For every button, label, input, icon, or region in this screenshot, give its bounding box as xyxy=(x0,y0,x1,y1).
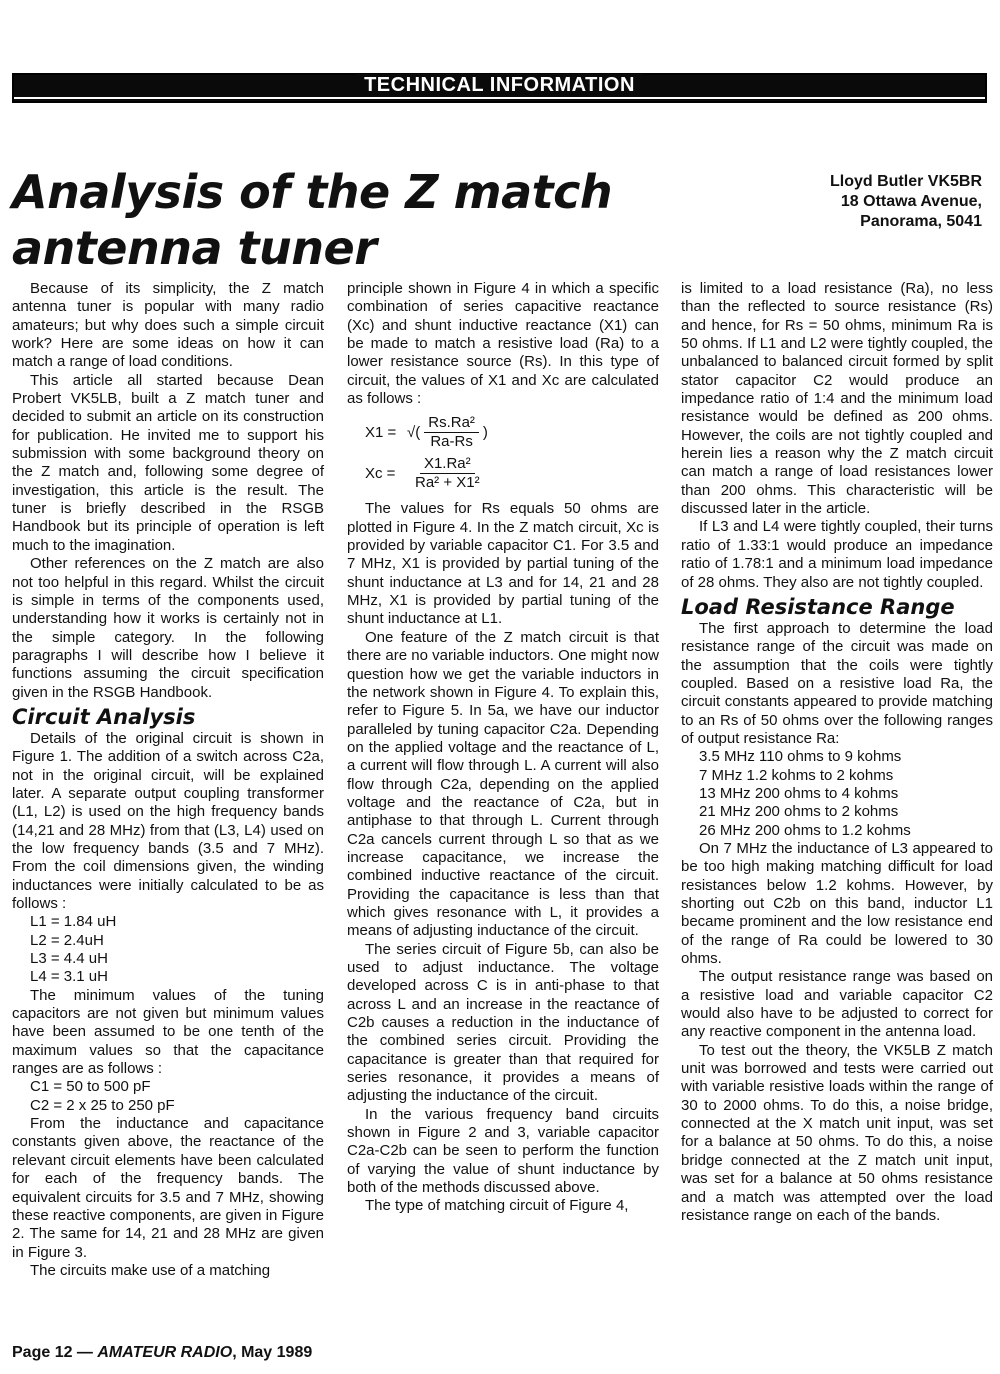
issue-date: , May 1989 xyxy=(232,1344,313,1361)
inductance-list xyxy=(12,913,324,986)
banner-rule xyxy=(14,97,985,99)
column-3 xyxy=(681,280,993,1225)
list-item: C2 = 2 x 25 to 250 pF xyxy=(30,1096,175,1114)
denominator: Ra² + X1² xyxy=(415,474,480,492)
list-item: L4 = 3.1 uH xyxy=(30,968,108,986)
author-city: Panorama, 5041 xyxy=(860,213,982,230)
section-title: TECHNICAL INFORMATION xyxy=(356,74,643,96)
list-item: L3 = 4.4 uH xyxy=(30,950,108,968)
formula-x1 xyxy=(365,414,659,451)
list-item: 26 MHz 200 ohms to 1.2 kohms xyxy=(699,821,911,839)
numerator: X1.Ra² xyxy=(420,455,475,474)
paragraph: From the inductance and capacitance constants given above, the reactance of the relevant circuit elements have been calculated for each of the frequency bands. The equivalent circuits for 3.5 and 7 MHz, showing these reactive components, are given in Figure 2. The same for 14, 21 and 28 MHz are given in Figure 3. xyxy=(12,1115,324,1261)
paragraph: The minimum values of the tuning capacitors are not given but minimum values have been assumed to be one tenth of the maximum values so that the capacitance ranges are as follows : xyxy=(12,986,324,1078)
formula-xc xyxy=(365,455,659,492)
article-title xyxy=(12,164,652,276)
close-paren: ) xyxy=(482,423,488,441)
paragraph: Details of the original circuit is shown in Figure 1. The addition of a switch across C2a, not in the original circuit, will be explained later. A separate output coupling transformer (L1, L2) is used on the high frequency bands (14,21 and 28 MHz) from that (L3, L4) used on the low frequency bands (3.5 and 7 MHz). From the coil dimensions given, the winding inductances were initially calculated to be as follows : xyxy=(12,729,324,912)
title-line-2: antenna tuner xyxy=(12,221,377,275)
column-2 xyxy=(347,280,659,1216)
author-street: 18 Ottawa Avenue, xyxy=(840,193,982,210)
ranges-list xyxy=(681,748,993,840)
author-block xyxy=(830,172,982,232)
capacitance-list xyxy=(12,1078,324,1115)
list-item: L1 = 1.84 uH xyxy=(30,913,117,931)
title-line-1: Analysis of the Z match xyxy=(12,165,613,219)
fraction xyxy=(424,414,479,451)
paragraph: On 7 MHz the inductance of L3 appeared to be too high making matching difficult for load resistances below 1.2 kohms. However, by shorting out C2b on this band, inductor L1 became prominent and the low resistance end of the range of Ra could be lowered to 30 ohms. xyxy=(681,839,993,968)
denominator: Ra-Rs xyxy=(430,433,473,451)
paragraph: The series circuit of Figure 5b, can also be used to adjust inductance. The voltage developed across C is in anti-phase to that across L and an increase in the reactance of C2b causes a reduction in the inductance of the combined series circuit. Providing the capacitance is greater than that required for series resonance, it provides a means of adjusting the inductance of the circuit. xyxy=(347,940,659,1105)
numerator: Rs.Ra² xyxy=(424,414,479,433)
column-1 xyxy=(12,280,324,1280)
paragraph: Other references on the Z match are also not too helpful in this regard. Whilst the circuit is simple in terms of the components used, understanding how it works is certainly not in the simple category. In the following paragraphs I will describe how I believe it functions assuming the circuit specification given in the RSGB Handbook. xyxy=(12,555,324,701)
formula-label: Xc = xyxy=(365,464,396,482)
list-item: 7 MHz 1.2 kohms to 2 kohms xyxy=(699,766,894,784)
paragraph: Because of its simplicity, the Z match antenna tuner is popular with many radio amateurs; but why does such a simple circuit work? Here are some ideas on how it can match a range of load conditions. xyxy=(12,280,324,371)
paragraph: is limited to a load resistance (Ra), no less than the reflected to source resistance (Rs) and hence, for Rs = 50 ohms, minimum Ra is 50 ohms. If L1 and L2 were tightly coupled, the unbalanced to balanced circuit formed by split stator capacitor C2 would produce an impedance ratio of 1:4 and the minimum load resistance would be defined as 200 ohms. However, the coils are not tightly coupled and herein lies a reason why the Z match circuit can match a range of load resistances lower than 200 ohms. This characteristic will be discussed later in the article. xyxy=(681,280,993,518)
list-item: 13 MHz 200 ohms to 4 kohms xyxy=(699,784,899,802)
paragraph: The circuits make use of a matching xyxy=(30,1261,271,1279)
fraction xyxy=(411,455,484,492)
list-item: C1 = 50 to 500 pF xyxy=(30,1078,151,1096)
paragraph: The values for Rs equals 50 ohms are plotted in Figure 4. In the Z match circuit, Xc is provided by variable capacitor C1. For 3.5 and 7 MHz, X1 is provided by partial tuning of the shunt inductance at L3 and for 14, 21 and 28 MHz, X1 is provided by partial tuning of the shunt inductance at L1. xyxy=(347,500,659,628)
section-banner xyxy=(12,73,987,103)
heading-load-resistance-range: Load Resistance Range xyxy=(681,594,955,619)
paragraph: One feature of the Z match circuit is that there are no variable inductors. One might now question how we get the variable inductors in the network shown in Figure 4. To explain this, refer to Figure 5. In 5a, we have our inductor paralleled by tuning capacitor C2a. Depending on the applied voltage and the reactance of L, a current will flow through L. A current will also flow through C2a, depending on the applied voltage and the reactance of C2a, but in antiphase to that through L. Current through C2a cancels current through L so that as we increase capacitance, we increase the combined inductive reactance of the circuit. Providing the capacitance is less than that which gives resonance with L, it provides a means of adjusting inductance of the circuit. xyxy=(347,628,659,940)
magazine-name: AMATEUR RADIO xyxy=(97,1344,233,1361)
paragraph: In the various frequency band circuits shown in Figure 2 and 3, variable capacitor C2a-C2b can be seen to perform the function of varying the value of shunt inductance by both of the methods discussed above. xyxy=(347,1105,659,1197)
sqrt-symbol: √( xyxy=(407,423,421,441)
paragraph: This article all started because Dean Probert VK5LB, built a Z match tuner and decided to submit an article on its construction for publication. He invited me to support his submission with some background theory on the Z match and, following some degree of investigation, this article is the result. The tuner is briefly described in the RSGB Handbook but its principle of operation is left much to the imagination. xyxy=(12,371,324,554)
list-item: L2 = 2.4uH xyxy=(30,931,104,949)
paragraph: The output resistance range was based on a resistive load and variable capacitor C2 would also have to be adjusted to correct for any reactive component in the antenna load. xyxy=(681,968,993,1041)
paragraph: If L3 and L4 were tightly coupled, their turns ratio of 1.33:1 would produce an impedance ratio of 1.78:1 and a minimum load impedance of 28 ohms. They also are not tightly coupled. xyxy=(681,518,993,591)
heading-circuit-analysis: Circuit Analysis xyxy=(12,704,196,729)
list-item: 3.5 MHz 110 ohms to 9 kohms xyxy=(699,748,902,766)
paragraph: To test out the theory, the VK5LB Z match unit was borrowed and tests were carried out with variable resistive loads within the range of 30 to 2000 ohms. To do this, a noise bridge, connected at the X match unit input, was set for a balance at 50 ohms. To do this, a noise bridge connected at the Z match unit input, was set for a balance at 50 ohms resistance and a match was attempted over the load resistance range on each of the bands. xyxy=(681,1041,993,1224)
paragraph: The first approach to determine the load resistance range of the circuit was made on the assumption that the coils were tightly coupled. Based on a resistive load Ra, the circuit constants appeared to provide matching to an Rs of 50 ohms over the following ranges of output resistance Ra: xyxy=(681,619,993,747)
formula-block xyxy=(365,414,659,492)
paragraph: The type of matching circuit of Figure 4, xyxy=(365,1197,629,1215)
page-number: Page 12 — xyxy=(12,1344,98,1361)
paragraph: principle shown in Figure 4 in which a specific combination of series capacitive reactance (Xc) and shunt inductive reactance (X1) can be made to match a resistive load (Ra) to a lower resistance source (Rs). In this type of circuit, the values of X1 and Xc are calculated as follows : xyxy=(347,280,659,408)
author-name: Lloyd Butler VK5BR xyxy=(829,173,982,190)
list-item: 21 MHz 200 ohms to 2 kohms xyxy=(699,803,899,821)
formula-label: X1 = xyxy=(365,423,397,441)
page-footer xyxy=(12,1344,312,1362)
